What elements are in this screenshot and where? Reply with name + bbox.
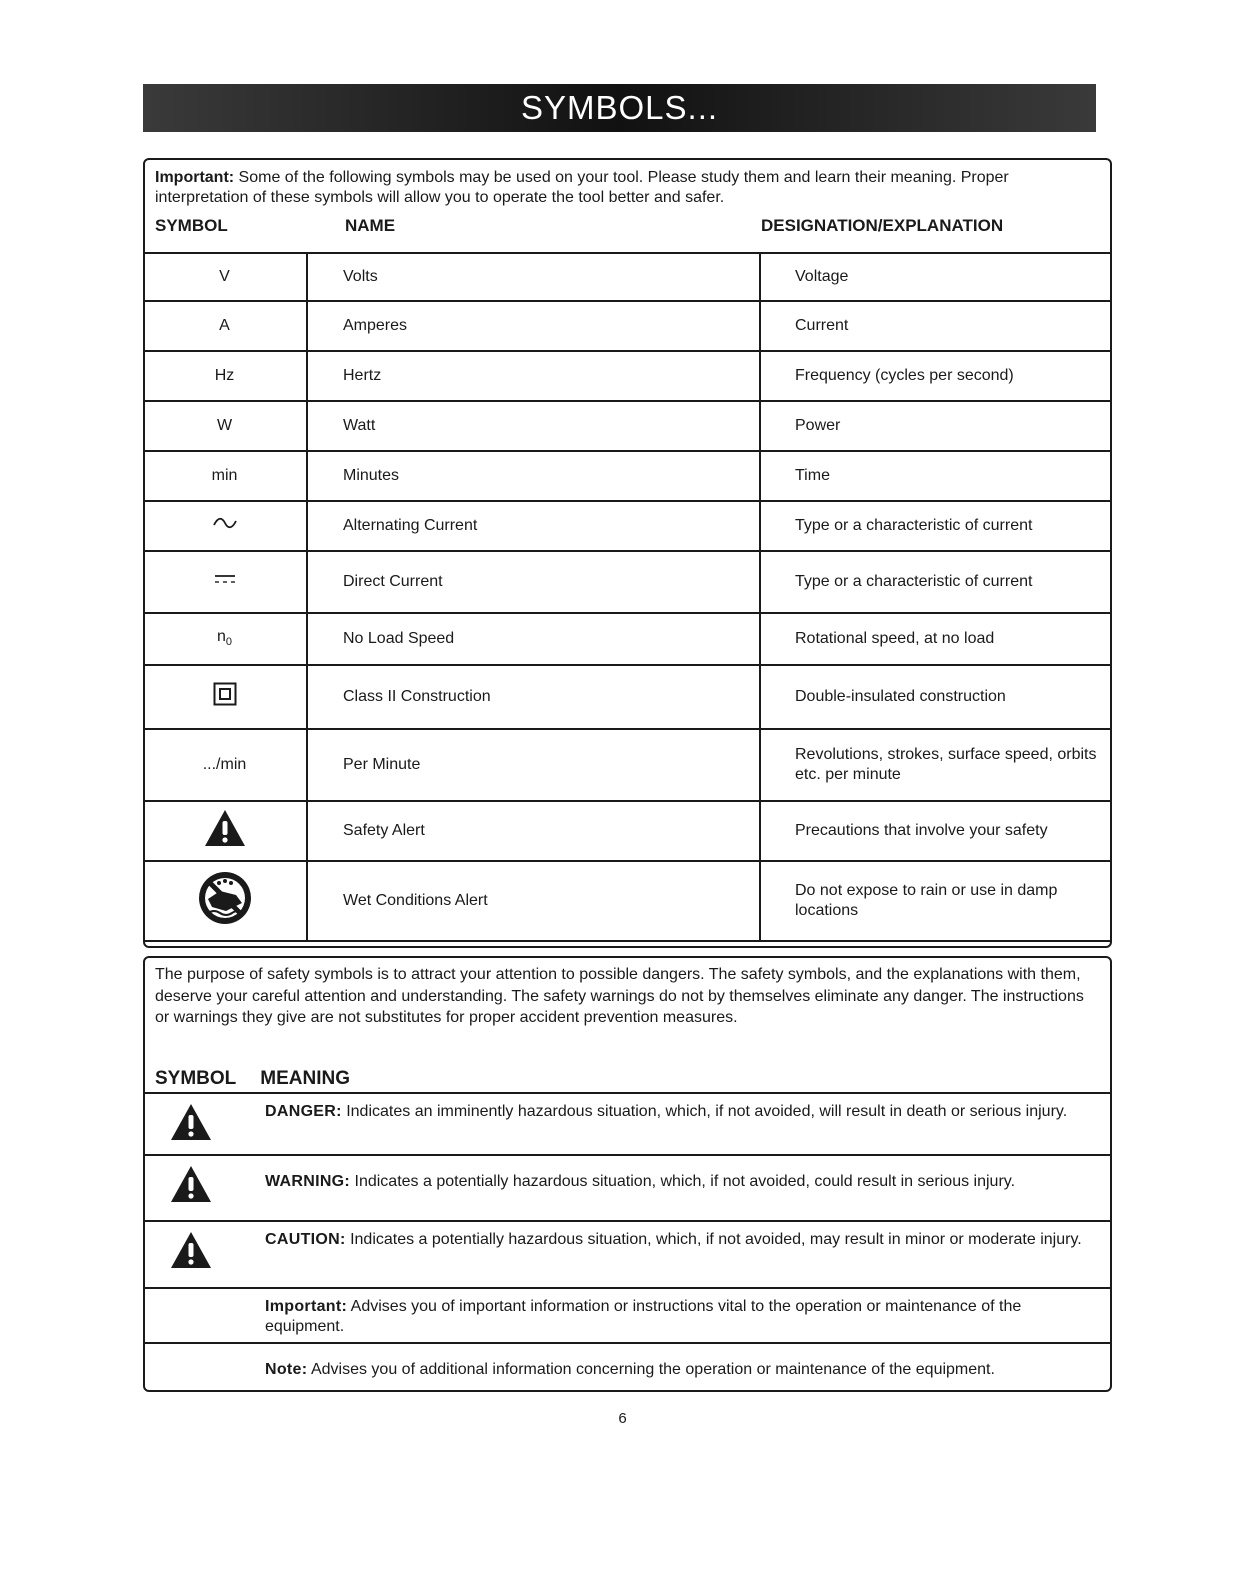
symbol-cell: [143, 451, 307, 501]
table-row: [143, 253, 1112, 301]
column-header-designation: DESIGNATION/EXPLANATION: [761, 216, 1004, 235]
meaning-row: [145, 1342, 1110, 1390]
name-cell: Class II Construction: [307, 665, 760, 729]
symbol-text: .../min: [202, 756, 247, 773]
symbol-table: [143, 252, 1112, 942]
symbol-table-box: [143, 158, 1112, 948]
designation-cell: Do not expose to rain or use in damp locations: [760, 861, 1112, 941]
meaning-label: WARNING:: [265, 1173, 351, 1190]
designation-cell: Double-insulated construction: [760, 665, 1112, 729]
symbol-cell: [143, 729, 307, 801]
meaning-row: [145, 1092, 1110, 1154]
symbol-cell: [143, 861, 307, 941]
purpose-paragraph: The purpose of safety symbols is to attract your attention to possible dangers. The safety symbols, and the explanations with them, deserve your careful attention and understanding. The safety warnings do not by themselves eliminate any danger. The instructions or warnings they give are not substitutes for proper accident prevention measures.: [155, 966, 1084, 1026]
safety-alert-icon: [203, 835, 247, 852]
table-row: [143, 301, 1112, 351]
designation-cell: Voltage: [760, 253, 1112, 301]
meaning-description: Indicates a potentially hazardous situation, which, if not avoided, could result in serious injury.: [350, 1173, 1016, 1190]
meaning-header-meaning: MEANING: [260, 1068, 351, 1089]
table-row: [143, 551, 1112, 613]
meaning-row: [145, 1287, 1110, 1342]
column-headers: [155, 216, 1105, 236]
symbol-cell: [143, 801, 307, 861]
alternating-current-icon: [212, 517, 238, 534]
class-ii-construction-icon: [213, 693, 237, 710]
meaning-text: [265, 1230, 1104, 1250]
intro-text: Some of the following symbols may be used on your tool. Please study them and learn their meaning. Proper interpretation of these symbols will allow you to operate the tool better and safer.: [155, 169, 1009, 206]
meaning-header-symbol: SYMBOL: [155, 1068, 237, 1089]
table-row: [143, 401, 1112, 451]
wet-conditions-alert-icon: [196, 914, 254, 931]
name-cell: Volts: [307, 253, 760, 301]
designation-cell: Frequency (cycles per second): [760, 351, 1112, 401]
symbols-banner: [143, 84, 1096, 132]
designation-cell: Time: [760, 451, 1112, 501]
symbol-text: Hz: [214, 367, 235, 384]
table-row: [143, 451, 1112, 501]
designation-cell: Type or a characteristic of current: [760, 501, 1112, 551]
symbol-cell: [143, 351, 307, 401]
meaning-row: [145, 1220, 1110, 1287]
designation-cell: Current: [760, 301, 1112, 351]
name-cell: Safety Alert: [307, 801, 760, 861]
table-row: [143, 729, 1112, 801]
meaning-text: [265, 1172, 1104, 1192]
safety-alert-icon: [169, 1102, 213, 1147]
symbol-cell: [143, 501, 307, 551]
name-cell: Minutes: [307, 451, 760, 501]
symbol-text: min: [211, 467, 238, 484]
safety-alert-icon: [169, 1164, 213, 1209]
column-header-symbol: SYMBOL: [155, 216, 228, 235]
intro-paragraph: [155, 168, 1105, 208]
designation-cell: Revolutions, strokes, surface speed, orbits etc. per minute: [760, 729, 1112, 801]
name-cell: Hertz: [307, 351, 760, 401]
meaning-description: Advises you of additional information concerning the operation or maintenance of the equipment.: [307, 1361, 995, 1378]
table-row: [143, 665, 1112, 729]
designation-cell: Precautions that involve your safety: [760, 801, 1112, 861]
name-cell: Alternating Current: [307, 501, 760, 551]
meaning-text: [265, 1297, 1104, 1337]
page-number: 6: [618, 1410, 627, 1427]
meaning-headers: [155, 1068, 350, 1090]
safety-meaning-box: [143, 956, 1112, 1392]
symbol-cell: [143, 551, 307, 613]
symbol-text: n: [216, 627, 226, 645]
meaning-description: Indicates a potentially hazardous situation, which, if not avoided, may result in minor or moderate injury.: [345, 1231, 1082, 1248]
direct-current-icon: [212, 573, 238, 590]
page-title: SYMBOLS...: [520, 89, 719, 126]
meaning-text: [265, 1102, 1104, 1122]
table-row: [143, 861, 1112, 941]
name-cell: Watt: [307, 401, 760, 451]
meaning-description: Indicates an imminently hazardous situation, which, if not avoided, will result in death or serious injury.: [341, 1103, 1068, 1120]
symbol-cell: [143, 613, 307, 665]
symbol-text: W: [216, 417, 233, 434]
name-cell: Direct Current: [307, 551, 760, 613]
name-cell: Amperes: [307, 301, 760, 351]
symbol-text: V: [219, 268, 230, 285]
meaning-label: DANGER:: [265, 1103, 342, 1120]
column-header-name: NAME: [345, 216, 396, 235]
symbol-text: A: [219, 317, 230, 334]
designation-cell: Power: [760, 401, 1112, 451]
meaning-text: [265, 1360, 1104, 1380]
meaning-label: Note:: [265, 1361, 308, 1378]
table-row: [143, 501, 1112, 551]
table-row: [143, 351, 1112, 401]
table-row: [143, 613, 1112, 665]
meaning-row: [145, 1154, 1110, 1220]
safety-alert-icon: [169, 1230, 213, 1275]
name-cell: Per Minute: [307, 729, 760, 801]
designation-cell: Type or a characteristic of current: [760, 551, 1112, 613]
meaning-label: Important:: [265, 1298, 348, 1315]
designation-cell: Rotational speed, at no load: [760, 613, 1112, 665]
symbol-cell: [143, 401, 307, 451]
meaning-description: Advises you of important information or instructions vital to the operation or maintenance of the equipment.: [265, 1298, 1022, 1335]
table-row: [143, 801, 1112, 861]
meaning-label: CAUTION:: [265, 1231, 346, 1248]
name-cell: No Load Speed: [307, 613, 760, 665]
name-cell: Wet Conditions Alert: [307, 861, 760, 941]
symbol-cell: [143, 253, 307, 301]
intro-label: Important:: [155, 169, 235, 186]
symbol-cell: [143, 301, 307, 351]
symbol-cell: [143, 665, 307, 729]
symbol-subscript: 0: [225, 635, 233, 648]
